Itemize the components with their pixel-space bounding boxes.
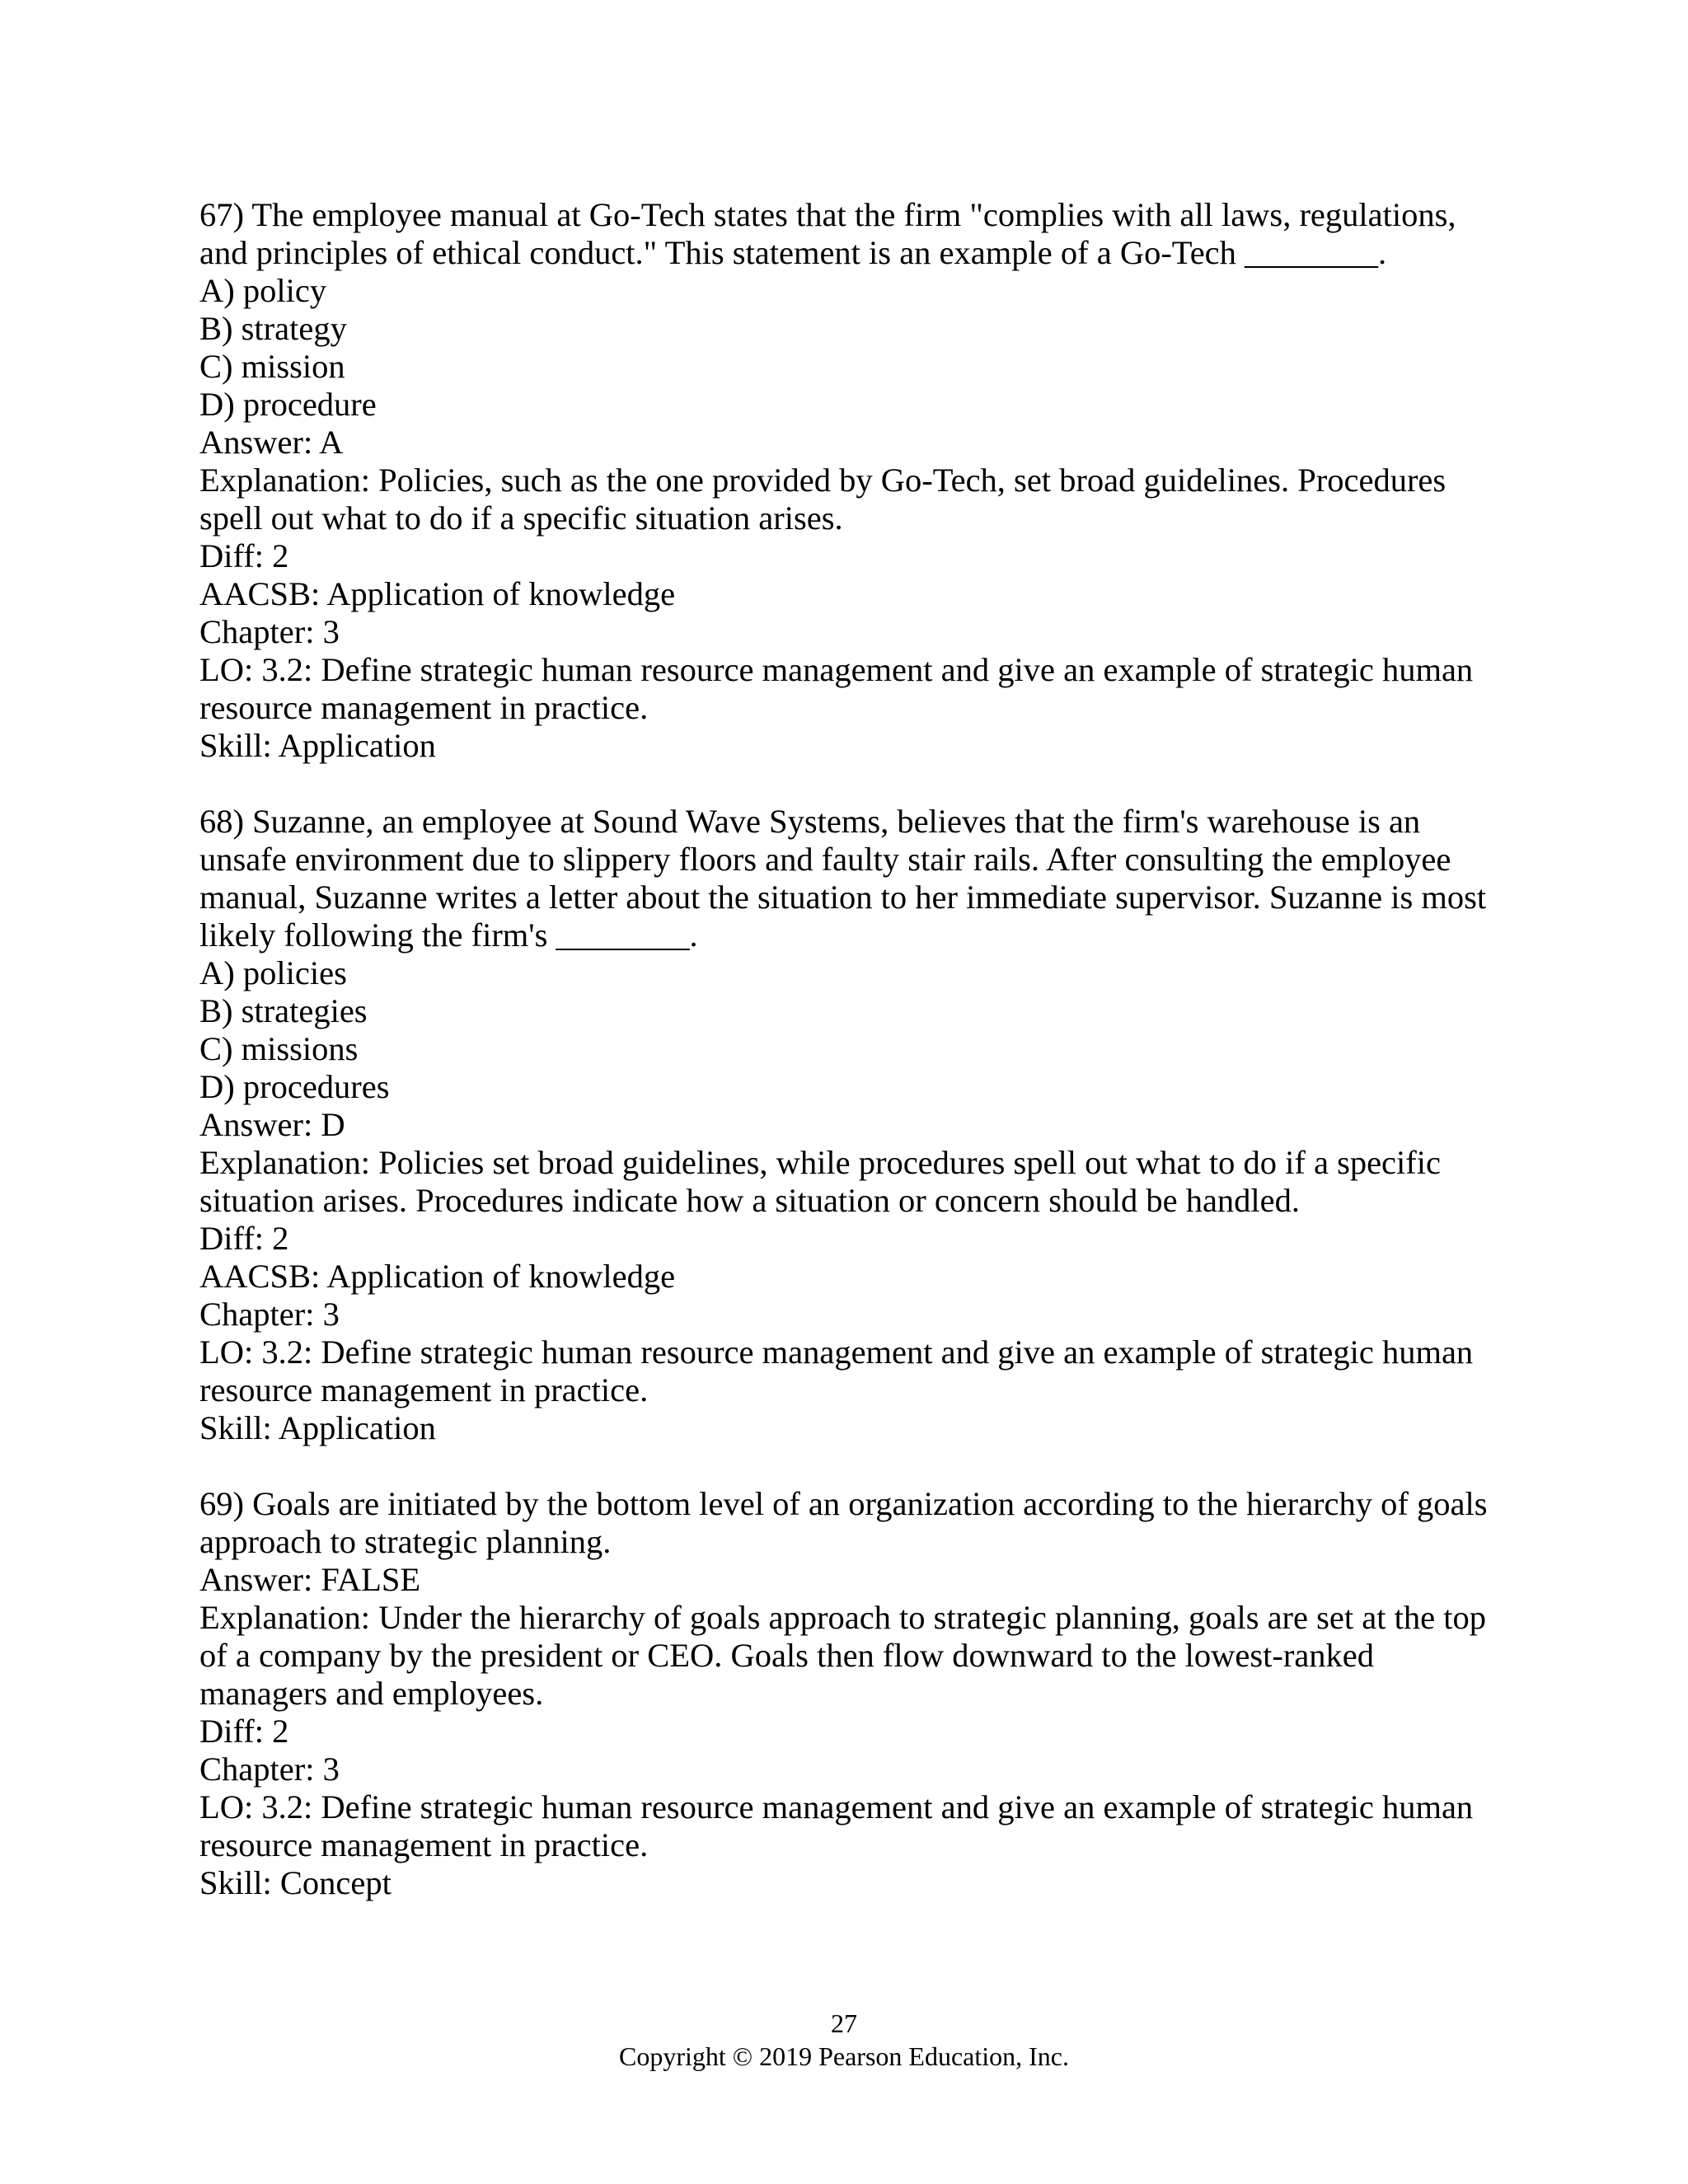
chapter: Chapter: 3 bbox=[199, 1296, 340, 1333]
difficulty: Diff: 2 bbox=[199, 1220, 289, 1257]
page-number: 27 bbox=[831, 2008, 857, 2038]
learning-objective: resource management in practice. bbox=[199, 689, 649, 726]
learning-objective: LO: 3.2: Define strategic human resource management and give an example of strategic human bbox=[199, 1333, 1474, 1371]
question-67-line: 67) The employee manual at Go-Tech states that the firm "complies with all laws, regulations, bbox=[199, 196, 1456, 233]
skill: Skill: Application bbox=[199, 1409, 436, 1446]
question-68-line: unsafe environment due to slippery floors and faulty stair rails. After consulting the employee bbox=[199, 841, 1451, 878]
explanation: of a company by the president or CEO. Goals then flow downward to the lowest-ranked bbox=[199, 1637, 1375, 1674]
option-a: A) policy bbox=[199, 272, 327, 309]
question-68 bbox=[199, 803, 1502, 1447]
explanation: Explanation: Under the hierarchy of goals approach to strategic planning, goals are set at the top bbox=[199, 1599, 1486, 1636]
chapter: Chapter: 3 bbox=[199, 1750, 340, 1788]
learning-objective: LO: 3.2: Define strategic human resource management and give an example of strategic human bbox=[199, 651, 1474, 688]
copyright-notice: Copyright © 2019 Pearson Education, Inc. bbox=[619, 2041, 1069, 2071]
aacsb: AACSB: Application of knowledge bbox=[199, 575, 676, 612]
explanation: situation arises. Procedures indicate how a situation or concern should be handled. bbox=[199, 1182, 1301, 1219]
question-69-line: approach to strategic planning. bbox=[199, 1523, 612, 1560]
learning-objective: resource management in practice. bbox=[199, 1826, 649, 1863]
question-68-line: manual, Suzanne writes a letter about the situation to her immediate supervisor. Suzanne is most bbox=[199, 879, 1487, 916]
question-67-line: and principles of ethical conduct." This statement is an example of a Go-Tech ________. bbox=[199, 234, 1387, 271]
explanation: spell out what to do if a specific situation arises. bbox=[199, 499, 843, 537]
question-list bbox=[199, 196, 1502, 1902]
question-67 bbox=[199, 196, 1502, 765]
option-d: D) procedures bbox=[199, 1068, 390, 1105]
option-c: C) missions bbox=[199, 1030, 359, 1067]
answer: Answer: D bbox=[199, 1106, 345, 1143]
option-c: C) mission bbox=[199, 348, 345, 385]
option-b: B) strategy bbox=[199, 310, 347, 347]
difficulty: Diff: 2 bbox=[199, 1713, 289, 1750]
answer: Answer: A bbox=[199, 424, 344, 461]
option-b: B) strategies bbox=[199, 992, 368, 1029]
learning-objective: resource management in practice. bbox=[199, 1371, 649, 1408]
question-69 bbox=[199, 1485, 1502, 1902]
learning-objective: LO: 3.2: Define strategic human resource management and give an example of strategic human bbox=[199, 1788, 1474, 1825]
skill: Skill: Application bbox=[199, 727, 436, 764]
explanation: Explanation: Policies, such as the one provided by Go-Tech, set broad guidelines. Procedures bbox=[199, 462, 1447, 499]
option-a: A) policies bbox=[199, 954, 347, 991]
question-68-line: 68) Suzanne, an employee at Sound Wave Systems, believes that the firm's warehouse is an bbox=[199, 803, 1421, 840]
chapter: Chapter: 3 bbox=[199, 613, 340, 650]
question-spacer bbox=[199, 1447, 1502, 1485]
question-68-line: likely following the firm's ________. bbox=[199, 916, 698, 954]
explanation: managers and employees. bbox=[199, 1675, 544, 1712]
answer: Answer: FALSE bbox=[199, 1561, 421, 1598]
difficulty: Diff: 2 bbox=[199, 537, 289, 574]
explanation: Explanation: Policies set broad guidelines, while procedures spell out what to do if a specific bbox=[199, 1144, 1441, 1181]
aacsb: AACSB: Application of knowledge bbox=[199, 1258, 676, 1295]
question-69-line: 69) Goals are initiated by the bottom level of an organization according to the hierarchy of goals bbox=[199, 1485, 1488, 1522]
skill: Skill: Concept bbox=[199, 1864, 392, 1901]
question-spacer bbox=[199, 765, 1502, 803]
option-d: D) procedure bbox=[199, 386, 377, 423]
